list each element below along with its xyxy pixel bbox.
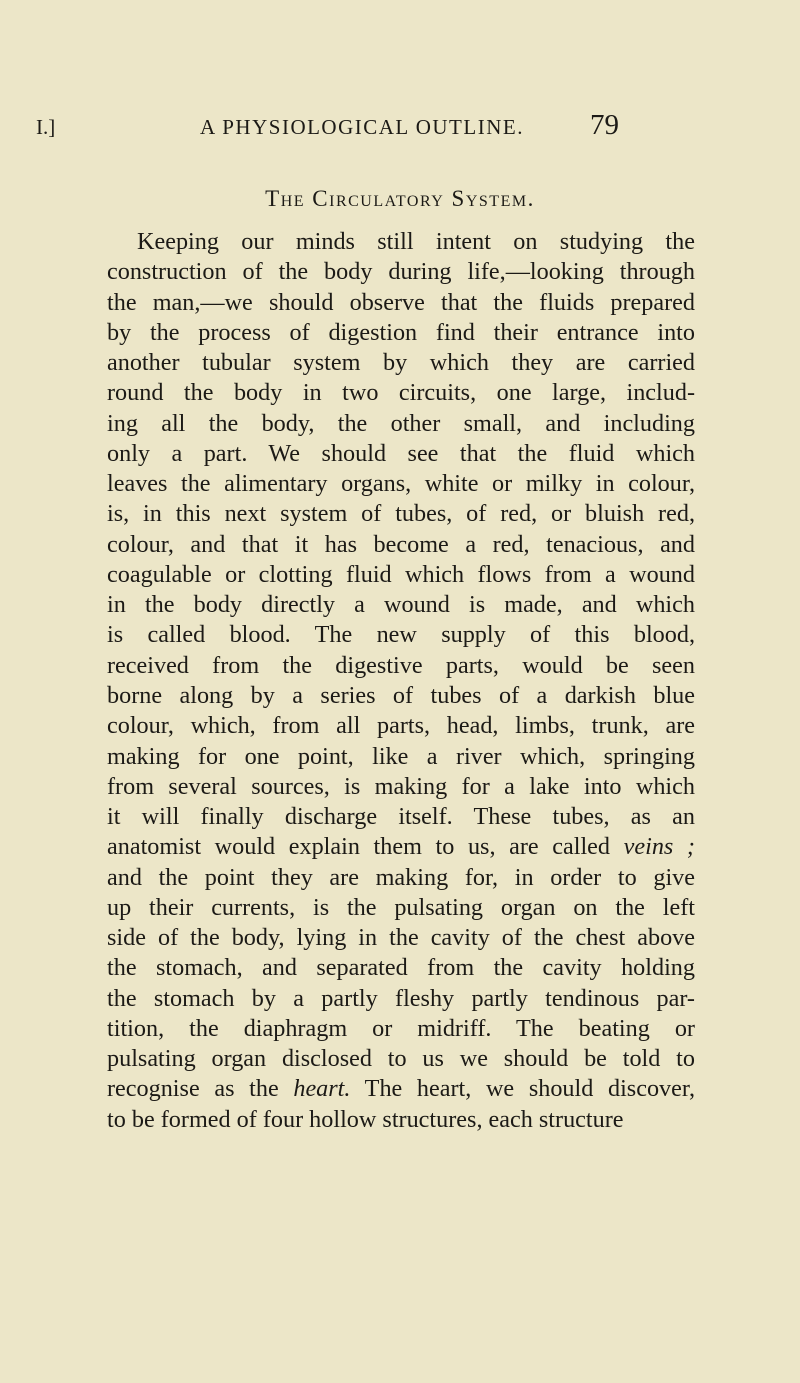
- text-line: borne along by a series of tubes of a darkish blue: [107, 681, 695, 709]
- text-line: the stomach by a partly fleshy partly tendinous par-: [107, 984, 695, 1012]
- italic-term-veins: veins ;: [623, 833, 695, 861]
- text-line: construction of the body during life,—looking through: [107, 258, 695, 286]
- text-line: up their currents, is the pulsating organ on the left: [107, 893, 695, 921]
- text-line: the man,—we should observe that the fluids prepared: [107, 288, 695, 316]
- text-line: from several sources, is making for a lake into which: [107, 772, 695, 800]
- text-line: coagulable or clotting fluid which flows from a wound: [107, 560, 695, 588]
- text-line: colour, and that it has become a red, tenacious, and: [107, 530, 695, 558]
- text-segment: recognise as the: [107, 1075, 279, 1103]
- text-line: in the body directly a wound is made, and which: [107, 591, 695, 619]
- text-segment: The heart, we should discover,: [350, 1075, 695, 1103]
- text-line: leaves the alimentary organs, white or milky in colour,: [107, 470, 695, 498]
- text-line: Keeping our minds still intent on studying the: [137, 228, 695, 255]
- text-line: is called blood. The new supply of this blood,: [107, 621, 695, 649]
- text-line: received from the digestive parts, would be seen: [107, 651, 695, 679]
- text-line: round the body in two circuits, one large, includ-: [107, 379, 695, 407]
- text-line: another tubular system by which they are carried: [107, 349, 695, 377]
- text-line: to be formed of four hollow structures, each structure: [107, 1105, 624, 1133]
- running-head: [0, 107, 800, 147]
- section-heading: The Circulatory System.: [265, 186, 535, 211]
- text-line: making for one point, like a river which, springing: [107, 742, 695, 770]
- text-line: pulsating organ disclosed to us we should be told to: [107, 1045, 695, 1073]
- running-title: A PHYSIOLOGICAL OUTLINE.: [200, 115, 524, 139]
- italic-term-heart: heart.: [293, 1075, 351, 1103]
- text-line-with-italic: [107, 1074, 695, 1104]
- text-line: by the process of digestion find their entrance into: [107, 318, 695, 346]
- text-line-with-italic: [107, 832, 695, 862]
- text-line: ing all the body, the other small, and including: [107, 409, 695, 437]
- text-segment: anatomist would explain them to us, are called: [107, 833, 610, 861]
- text-line: colour, which, from all parts, head, limbs, trunk, are: [107, 712, 695, 740]
- text-line: side of the body, lying in the cavity of the chest above: [107, 924, 695, 952]
- text-line: tition, the diaphragm or midriff. The beating or: [107, 1014, 695, 1042]
- text-line: it will finally discharge itself. These tubes, as an: [107, 803, 695, 831]
- chapter-marker: I.]: [36, 115, 56, 139]
- text-line: only a part. We should see that the fluid which: [107, 439, 695, 467]
- page-number: 79: [590, 109, 619, 141]
- text-line: and the point they are making for, in order to give: [107, 863, 695, 891]
- text-line: the stomach, and separated from the cavity holding: [107, 954, 695, 982]
- body-paragraph: [107, 227, 695, 1135]
- text-line: is, in this next system of tubes, of red, or bluish red,: [107, 500, 695, 528]
